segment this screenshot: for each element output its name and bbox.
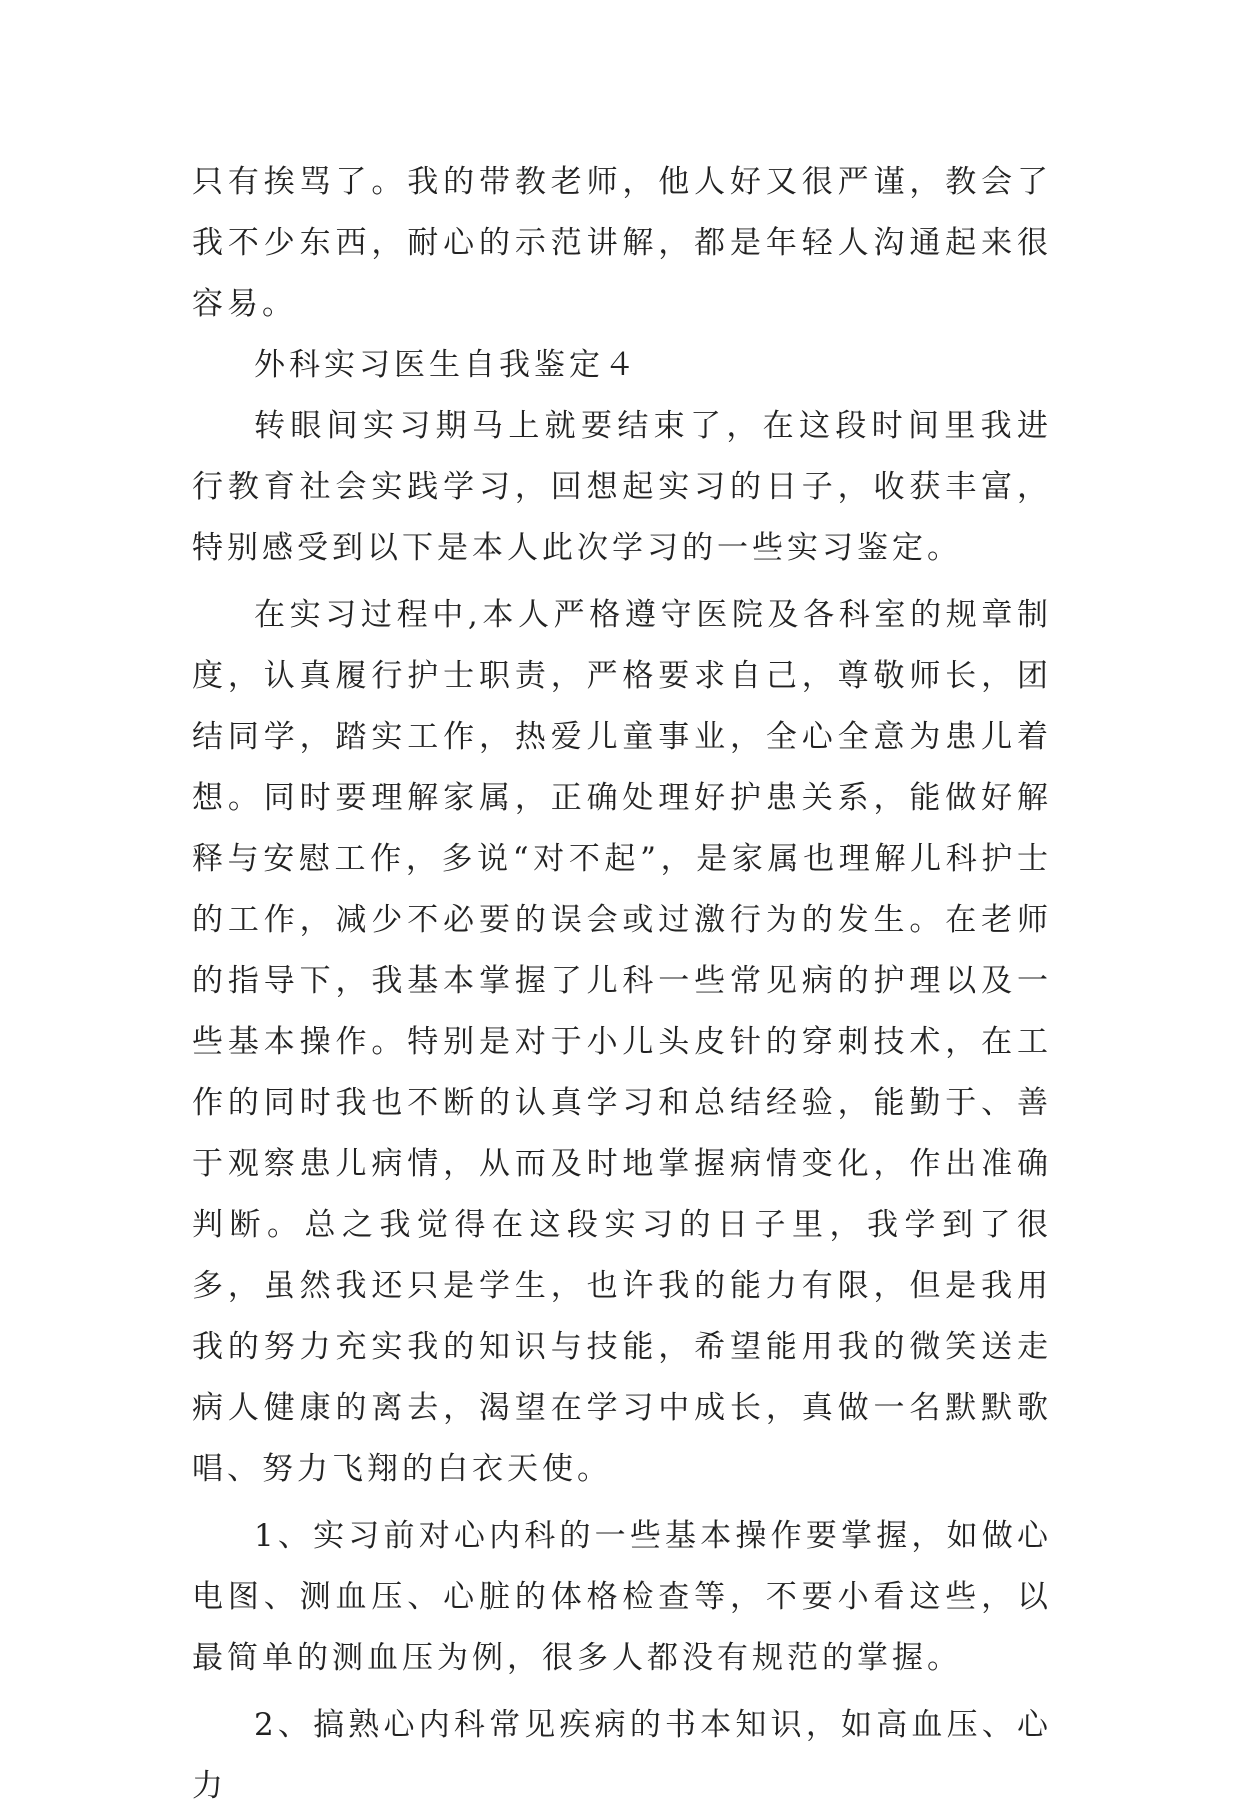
paragraph-3: 1、实习前对心内科的一些基本操作要掌握，如做心电图、测血压、心脏的体格检查等，不要小看这些，以最简单的测血压为例，很多人都没有规范的掌握。	[192, 1518, 1052, 1676]
document-body	[192, 152, 1052, 1817]
section-heading: 外科实习医生自我鉴定４	[254, 347, 639, 383]
continuation-paragraph: 只有挨骂了。我的带教老师，他人好又很严谨，教会了我不少东西，耐心的示范讲解，都是年轻人沟通起来很容易。	[192, 164, 1052, 322]
paragraph-2: 在实习过程中,本人严格遵守医院及各科室的规章制度，认真履行护士职责，严格要求自己，尊敬师长，团结同学，踏实工作，热爱儿童事业，全心全意为患儿着想。同时要理解家属，正确处理好护患关系，能做好解释与安慰工作，多说“对不起”，是家属也理解儿科护士的工作，减少不必要的误会或过激行为的发生。在老师的指导下，我基本掌握了儿科一些常见病的护理以及一些基本操作。特别是对于小儿头皮针的穿刺技术，在工作的同时我也不断的认真学习和总结经验，能勤于、善于观察患儿病情，从而及时地掌握病情变化，作出准确判断。总之我觉得在这段实习的日子里，我学到了很多，虽然我还只是学生，也许我的能力有限，但是我用我的努力充实我的知识与技能，希望能用我的微笑送走病人健康的离去，渴望在学习中成长，真做一名默默歌唱、努力飞翔的白衣天使。	[192, 597, 1052, 1487]
paragraph-4: 2、搞熟心内科常见疾病的书本知识，如高血压、心力	[192, 1707, 1052, 1804]
paragraph-1: 转眼间实习期马上就要结束了，在这段时间里我进行教育社会实践学习，回想起实习的日子，收获丰富，特别感受到以下是本人此次学习的一些实习鉴定。	[192, 408, 1052, 566]
